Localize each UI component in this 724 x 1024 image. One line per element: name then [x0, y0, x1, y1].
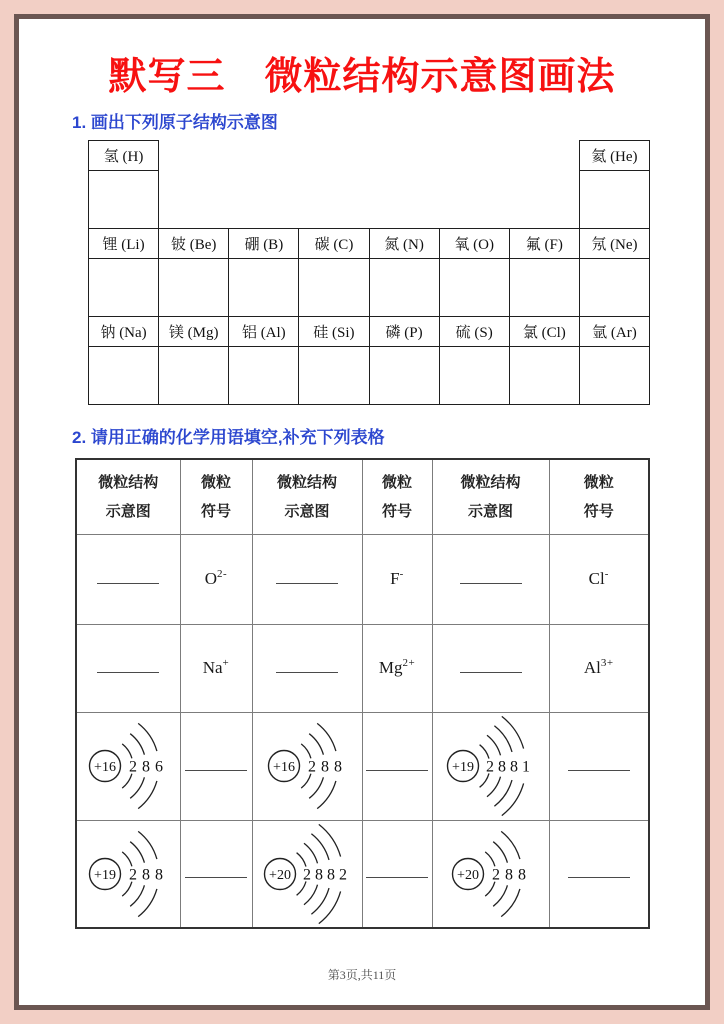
svg-text:8: 8 — [334, 758, 342, 776]
header-line2: 符号 — [200, 502, 231, 520]
table-row — [89, 171, 650, 229]
element-label-cell: 氟 (F) — [509, 229, 579, 259]
table-row — [76, 712, 649, 820]
element-label-cell: 硅 (Si) — [299, 317, 369, 347]
answer-blank-cell — [432, 624, 549, 712]
table-spacer — [439, 171, 509, 229]
header-cell — [432, 459, 549, 534]
svg-text:2: 2 — [129, 866, 138, 884]
table-spacer — [439, 141, 509, 171]
section2-heading: 2. 请用正确的化学用语填空,补充下列表格 — [72, 428, 385, 447]
answer-blank-cell — [362, 820, 432, 928]
header-line2: 示意图 — [284, 502, 330, 520]
element-label-cell: 氧 (O) — [439, 229, 509, 259]
draw-area-cell — [579, 259, 649, 317]
svg-text:+19: +19 — [94, 867, 117, 883]
svg-text:6: 6 — [155, 758, 164, 776]
header-line2: 符号 — [583, 502, 614, 520]
header-cell — [252, 459, 362, 534]
svg-text:8: 8 — [326, 866, 335, 884]
element-label-cell: 磷 (P) — [369, 317, 439, 347]
element-label-cell: 钠 (Na) — [89, 317, 159, 347]
svg-text:8: 8 — [498, 758, 506, 776]
draw-area-cell — [229, 347, 299, 405]
draw-area-cell — [369, 347, 439, 405]
draw-area-cell — [509, 347, 579, 405]
table-spacer — [159, 171, 229, 229]
particle-symbol-cell — [180, 534, 252, 624]
svg-text:+19: +19 — [452, 760, 474, 775]
draw-area-cell — [159, 347, 229, 405]
draw-area-cell — [229, 259, 299, 317]
svg-text:+20: +20 — [268, 867, 291, 883]
table-row — [89, 259, 650, 317]
element-label-cell: 铍 (Be) — [159, 229, 229, 259]
element-label-cell: 氯 (Cl) — [509, 317, 579, 347]
page-title: 默写三 微粒结构示意图画法 — [108, 56, 616, 98]
particle-symbol: $O^{2-}$ — [204, 567, 228, 589]
table-row — [76, 820, 649, 928]
table-spacer — [509, 141, 579, 171]
table-row — [76, 624, 649, 712]
header-line1: 微粒结构 — [98, 473, 159, 491]
answer-blank-cell — [76, 624, 180, 712]
answer-blank-line — [97, 570, 159, 584]
header-line1: 微粒结构 — [460, 473, 521, 491]
answer-blank-line — [568, 757, 630, 771]
table-spacer — [159, 141, 229, 171]
svg-text:2: 2 — [486, 758, 494, 776]
answer-blank-cell — [180, 712, 252, 820]
header-line1: 微粒 — [583, 473, 614, 491]
table-row — [89, 229, 650, 259]
svg-text:+16: +16 — [94, 760, 117, 775]
draw-area-cell — [439, 259, 509, 317]
answer-blank-cell — [180, 820, 252, 928]
element-label-cell: 镁 (Mg) — [159, 317, 229, 347]
element-label-cell: 氖 (Ne) — [579, 229, 649, 259]
answer-blank-line — [366, 757, 428, 771]
particle-symbol-cell — [180, 624, 252, 712]
answer-blank-line — [97, 659, 159, 673]
header-line1: 微粒 — [381, 473, 412, 491]
particle-symbol: Cl- — [588, 567, 609, 589]
draw-area-cell — [509, 259, 579, 317]
header-cell — [180, 459, 252, 534]
answer-blank-line — [185, 864, 247, 878]
structure-diagram-cell — [432, 820, 549, 928]
table-spacer — [229, 141, 299, 171]
svg-text:8: 8 — [517, 866, 526, 884]
answer-blank-cell — [549, 820, 649, 928]
particle-symbol: F- — [390, 567, 404, 589]
section1-heading: 1. 画出下列原子结构示意图 — [72, 113, 278, 132]
element-label-cell: 硼 (B) — [229, 229, 299, 259]
svg-text:+20: +20 — [456, 867, 479, 883]
answer-blank-cell — [549, 712, 649, 820]
header-line1: 微粒结构 — [276, 473, 337, 491]
table-spacer — [369, 171, 439, 229]
structure-diagram-cell — [252, 820, 362, 928]
svg-text:8: 8 — [142, 758, 151, 776]
header-cell — [362, 459, 432, 534]
element-label-cell: 氩 (Ar) — [579, 317, 649, 347]
answer-blank-cell — [362, 712, 432, 820]
svg-text:1: 1 — [522, 758, 530, 776]
table-spacer — [229, 171, 299, 229]
svg-text:8: 8 — [155, 866, 164, 884]
answer-blank-line — [568, 864, 630, 878]
particle-symbol: $Mg^{2+}$ — [378, 656, 416, 678]
svg-text:2: 2 — [302, 866, 311, 884]
structure-diagram-cell — [76, 820, 180, 928]
draw-area-cell — [579, 171, 649, 229]
table-row — [89, 141, 650, 171]
header-cell — [549, 459, 649, 534]
table-spacer — [369, 141, 439, 171]
svg-text:2: 2 — [491, 866, 500, 884]
svg-text:2: 2 — [308, 758, 316, 776]
draw-area-cell — [439, 347, 509, 405]
structure-diagram-cell — [432, 712, 549, 820]
table-spacer — [299, 141, 369, 171]
draw-area-cell — [89, 259, 159, 317]
header-cell — [76, 459, 180, 534]
particle-symbol-cell — [362, 534, 432, 624]
table-row — [76, 534, 649, 624]
element-label-cell: 氮 (N) — [369, 229, 439, 259]
answer-blank-cell — [432, 534, 549, 624]
header-line2: 示意图 — [467, 502, 513, 520]
svg-text:2: 2 — [338, 866, 347, 884]
element-label-cell: 锂 (Li) — [89, 229, 159, 259]
table-spacer — [509, 171, 579, 229]
draw-area-cell — [89, 347, 159, 405]
answer-blank-cell — [252, 624, 362, 712]
periodic-table — [88, 140, 650, 405]
answer-blank-line — [185, 757, 247, 771]
svg-text:8: 8 — [504, 866, 513, 884]
answer-blank-cell — [76, 534, 180, 624]
svg-text:8: 8 — [321, 758, 329, 776]
particle-symbol-cell — [549, 624, 649, 712]
table-spacer — [299, 171, 369, 229]
svg-text:+16: +16 — [273, 760, 295, 775]
structure-diagram-cell — [76, 712, 180, 820]
answer-blank-line — [276, 570, 338, 584]
draw-area-cell — [159, 259, 229, 317]
element-label-cell: 铝 (Al) — [229, 317, 299, 347]
header-line2: 符号 — [381, 502, 412, 520]
header-row — [76, 459, 649, 534]
particle-symbol: $Al^{3+}$ — [583, 656, 614, 678]
header-line1: 微粒 — [200, 473, 231, 491]
worksheet-page — [14, 14, 710, 1010]
answer-blank-line — [366, 864, 428, 878]
element-label-cell: 氢 (H) — [89, 141, 159, 171]
particle-symbol: Na+ — [202, 656, 230, 678]
structure-diagram-cell — [252, 712, 362, 820]
particle-table — [75, 458, 650, 929]
table-row — [89, 317, 650, 347]
answer-blank-line — [276, 659, 338, 673]
svg-text:2: 2 — [129, 758, 138, 776]
table-row — [89, 347, 650, 405]
svg-text:8: 8 — [314, 866, 323, 884]
element-label-cell: 氦 (He) — [579, 141, 649, 171]
answer-blank-line — [460, 570, 522, 584]
element-label-cell: 碳 (C) — [299, 229, 369, 259]
particle-symbol-cell — [362, 624, 432, 712]
element-label-cell: 硫 (S) — [439, 317, 509, 347]
answer-blank-cell — [252, 534, 362, 624]
draw-area-cell — [579, 347, 649, 405]
draw-area-cell — [299, 347, 369, 405]
draw-area-cell — [299, 259, 369, 317]
header-line2: 示意图 — [105, 502, 151, 520]
draw-area-cell — [369, 259, 439, 317]
svg-text:8: 8 — [510, 758, 518, 776]
page-number: 第3页,共11页 — [327, 968, 397, 982]
particle-symbol-cell — [549, 534, 649, 624]
answer-blank-line — [460, 659, 522, 673]
draw-area-cell — [89, 171, 159, 229]
svg-text:8: 8 — [142, 866, 151, 884]
